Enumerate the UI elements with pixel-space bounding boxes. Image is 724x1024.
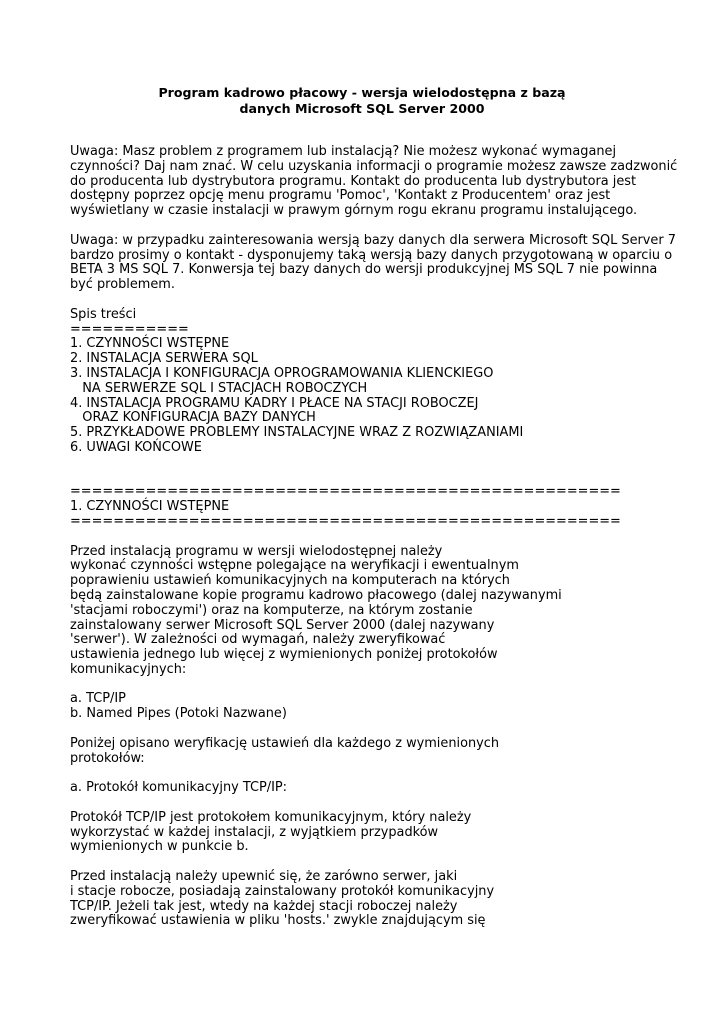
text-line xyxy=(70,722,720,737)
text-line xyxy=(70,219,720,234)
text-line: i stacje robocze, posiadają zainstalowany protokół komunikacyjny xyxy=(70,883,495,899)
text-line: być problemem. xyxy=(70,277,175,293)
text-line: wykorzystać w każdej instalacji, z wyjątkiem przypadków xyxy=(70,824,439,840)
text-line: NA SERWERZE SQL I STACJACH ROBOCZYCH xyxy=(70,380,368,396)
text-line: będą zainstalowane kopie programu kadrowo płacowego (dalej nazywanymi xyxy=(70,587,562,603)
text-line: 1. CZYNNOŚCI WSTĘPNE xyxy=(70,336,230,352)
text-line: dostępny poprzez opcję menu programu 'Pomoc', 'Kontakt z Producentem' oraz jest xyxy=(70,188,611,204)
text-line: 3. INSTALACJA I KONFIGURACJA OPROGRAMOWANIA KLIENCKIEGO xyxy=(70,365,494,381)
text-line: TCP/IP. Jeżeli tak jest, wtedy na każdej stacji roboczej należy xyxy=(70,898,458,914)
text-line: zweryfikować ustawienia w pliku 'hosts.' zwykle znajdującym się xyxy=(70,913,486,929)
text-line: 'stacjami roboczymi') oraz na komputerze, na którym zostanie xyxy=(70,602,473,618)
text-line: Uwaga: w przypadku zainteresowania wersją bazy danych dla serwera Microsoft SQL Server 7 xyxy=(70,232,676,248)
text-line xyxy=(70,796,720,811)
text-line: 2. INSTALACJA SERWERA SQL xyxy=(70,351,258,367)
text-line: a. TCP/IP xyxy=(70,691,126,707)
text-line: =================================================== xyxy=(70,484,621,500)
text-line: czynności? Daj nam znać. W celu uzyskania informacji o programie możesz zawsze zadzwonić xyxy=(70,158,678,174)
text-line xyxy=(70,766,720,781)
text-line: ORAZ KONFIGURACJA BAZY DANYCH xyxy=(70,410,316,426)
text-line: =================================================== xyxy=(70,513,621,529)
text-line xyxy=(70,530,720,545)
text-line: 6. UWAGI KOŃCOWE xyxy=(70,439,202,455)
text-line: Poniżej opisano weryfikację ustawień dla każdego z wymienionych xyxy=(70,735,500,751)
text-line: Protokół TCP/IP jest protokołem komunikacyjnym, który należy xyxy=(70,809,472,825)
text-line: Spis treści xyxy=(70,306,137,322)
text-line: protokołów: xyxy=(70,750,145,766)
text-line: ustawienia jednego lub więcej z wymienionych poniżej protokołów xyxy=(70,647,498,663)
document-title-line-2: danych Microsoft SQL Server 2000 xyxy=(239,101,485,116)
text-line: a. Protokół komunikacyjny TCP/IP: xyxy=(70,780,287,796)
text-line: b. Named Pipes (Potoki Nazwane) xyxy=(70,706,287,722)
text-line: Przed instalacją programu w wersji wielodostępnej należy xyxy=(70,543,443,559)
text-line xyxy=(70,456,720,471)
text-line: poprawieniu ustawień komunikacyjnych na komputerach na których xyxy=(70,573,510,589)
document-body xyxy=(70,145,720,929)
text-line: wyświetlany w czasie instalacji w prawym górnym rogu ekranu programu instalującego. xyxy=(70,203,638,219)
text-line: wymienionych w punkcie b. xyxy=(70,839,249,855)
text-line: BETA 3 MS SQL 7. Konwersja tej bazy danych do wersji produkcyjnej MS SQL 7 nie powinna xyxy=(70,262,658,278)
text-line: wykonać czynności wstępne polegające na weryfikacji i ewentualnym xyxy=(70,558,519,574)
text-line xyxy=(70,678,720,693)
text-line: komunikacyjnych: xyxy=(70,661,187,677)
text-line: do producenta lub dystrybutora programu. Kontakt do producenta lub dystrybutora jest xyxy=(70,173,637,189)
text-line: 'serwer'). W zależności od wymagań, należy zweryfikować xyxy=(70,632,446,648)
text-line: 4. INSTALACJA PROGRAMU KADRY I PŁACE NA STACJI ROBOCZEJ xyxy=(70,395,479,411)
text-line xyxy=(70,471,720,486)
text-line: =========== xyxy=(70,321,189,337)
text-line: zainstalowany serwer Microsoft SQL Server 2000 (dalej nazywany xyxy=(70,617,495,633)
text-line: Przed instalacją należy upewnić się, że zarówno serwer, jaki xyxy=(70,869,458,885)
text-line xyxy=(70,293,720,308)
text-line: Uwaga: Masz problem z programem lub instalacją? Nie możesz wykonać wymaganej xyxy=(70,144,617,159)
text-line: 1. CZYNNOŚCI WSTĘPNE xyxy=(70,499,230,515)
text-line: bardzo prosimy o kontakt - dysponujemy taką wersją bazy danych przygotowaną w oparciu o xyxy=(70,247,673,263)
text-line: 5. PRZYKŁADOWE PROBLEMY INSTALACYJNE WRAZ Z ROZWIĄZANIAMI xyxy=(70,425,524,441)
document-title-line-1: Program kadrowo płacowy - wersja wielodostępna z bazą xyxy=(158,85,566,100)
text-line xyxy=(70,855,720,870)
